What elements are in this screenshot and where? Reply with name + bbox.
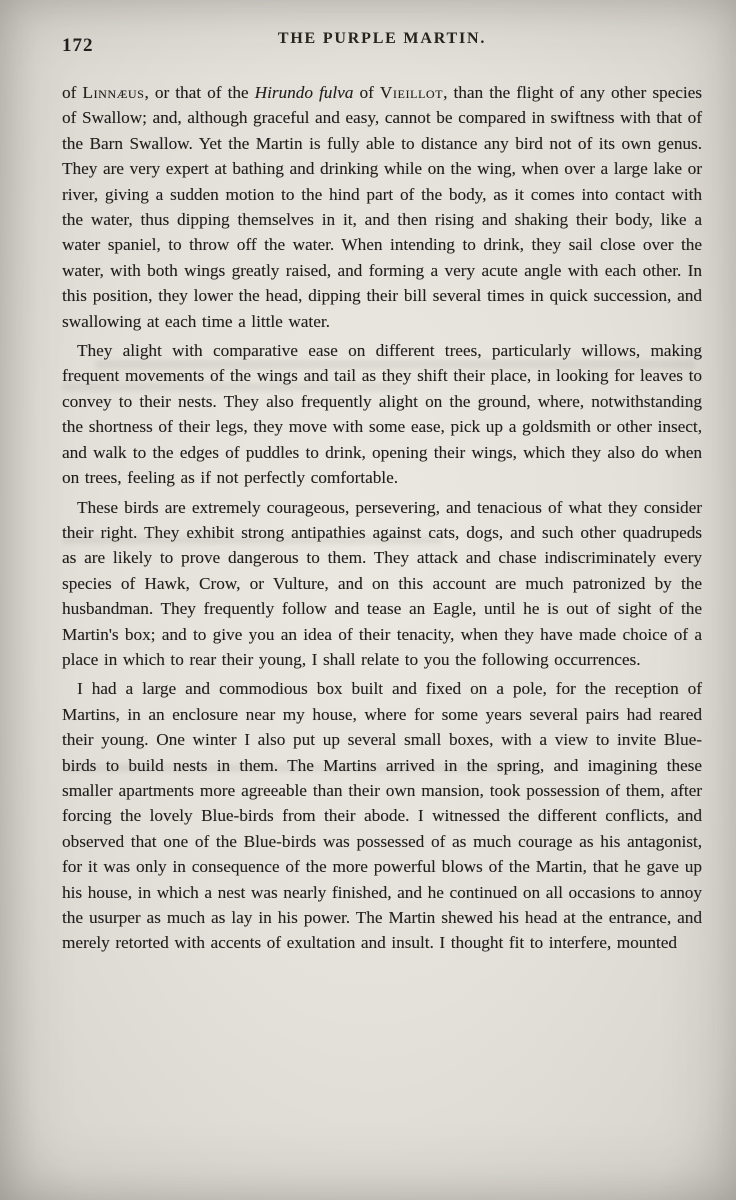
paragraph (62, 80, 702, 334)
page-title: THE PURPLE MARTIN. (277, 30, 487, 47)
text-run: , or that of the (144, 83, 255, 102)
text-run: Vieillot (379, 83, 444, 102)
page-header (62, 30, 702, 58)
text-run: They alight with comparative ease on different trees, particularly willows, making frequent movements of the wings and tail as they shift their place, in looking for leaves to convey to their nests. They also frequently alight on the ground, where, notwithstanding the shortness of their legs, they move with some ease, pick up a goldsmith or other insect, and walk to the edges of puddles to drink, opening their wings, which they also do when on trees, feeling as if not perfectly comfortable. (62, 341, 702, 488)
text-run: I had a large and commodious box built and fixed on a pole, for the reception of Martins, in an enclosure near my house, where for some years several pairs had reared their young. One winter I also put up several small boxes, with a view to invite Blue-birds to build nests in them. The Martins arrived in the spring, and imagining these smaller apartments more agreeable than their own mansion, took possession of them, after forcing the lovely Blue-birds from their abode. I witnessed the different conflicts, and observed that one of the Blue-birds was possessed of as much courage as his antagonist, for it was only in consequence of the more powerful blows of the Martin, that he gave up his house, in which a nest was nearly finished, and he continued on all occasions to annoy the usurper as much as lay in his power. The Martin shewed his head at the entrance, and merely retorted with accents of exultation and insult. I thought fit to interfere, mounted (62, 679, 702, 953)
paragraph (62, 495, 702, 673)
text-run: , than the flight of any other species of Swallow; and, although graceful and easy, cannot be compared in swiftness with that of the Barn Swallow. Yet the Martin is fully able to distance any bird not of its own genus. They are very expert at bathing and drinking while on the wing, when over a large lake or river, giving a sudden motion to the hind part of the body, as it comes into contact with the water, thus dipping themselves in it, and then rising and shaking their body, like a water spaniel, to throw off the water. When intending to drink, they sail close over the water, with both wings greatly raised, and forming a very acute angle with each other. In this position, they lower the head, dipping their bill several times in quick succession, and swallowing at each time a little water. (62, 83, 702, 331)
text-run: Hirundo fulva (254, 83, 354, 102)
paragraph (62, 676, 702, 955)
paragraph (62, 338, 702, 490)
text-run: Linnæus (82, 83, 145, 102)
text-run: of (62, 83, 83, 102)
text-run: These birds are extremely courageous, persevering, and tenacious of what they consider their right. They exhibit strong antipathies against cats, dogs, and such other quadrupeds as are likely to prove dangerous to them. They attack and chase indiscriminately every species of Hawk, Crow, or Vulture, and on this account are much patronized by the husbandman. They frequently follow and tease an Eagle, until he is out of sight of the Martin's box; and to give you an idea of their tenacity, when they have made choice of a place in which to rear their young, I shall relate to you the following occurrences. (62, 497, 702, 669)
text-run: of (353, 83, 380, 102)
text-block (62, 80, 702, 956)
page-body (62, 30, 702, 960)
page-number: 172 (62, 35, 94, 56)
